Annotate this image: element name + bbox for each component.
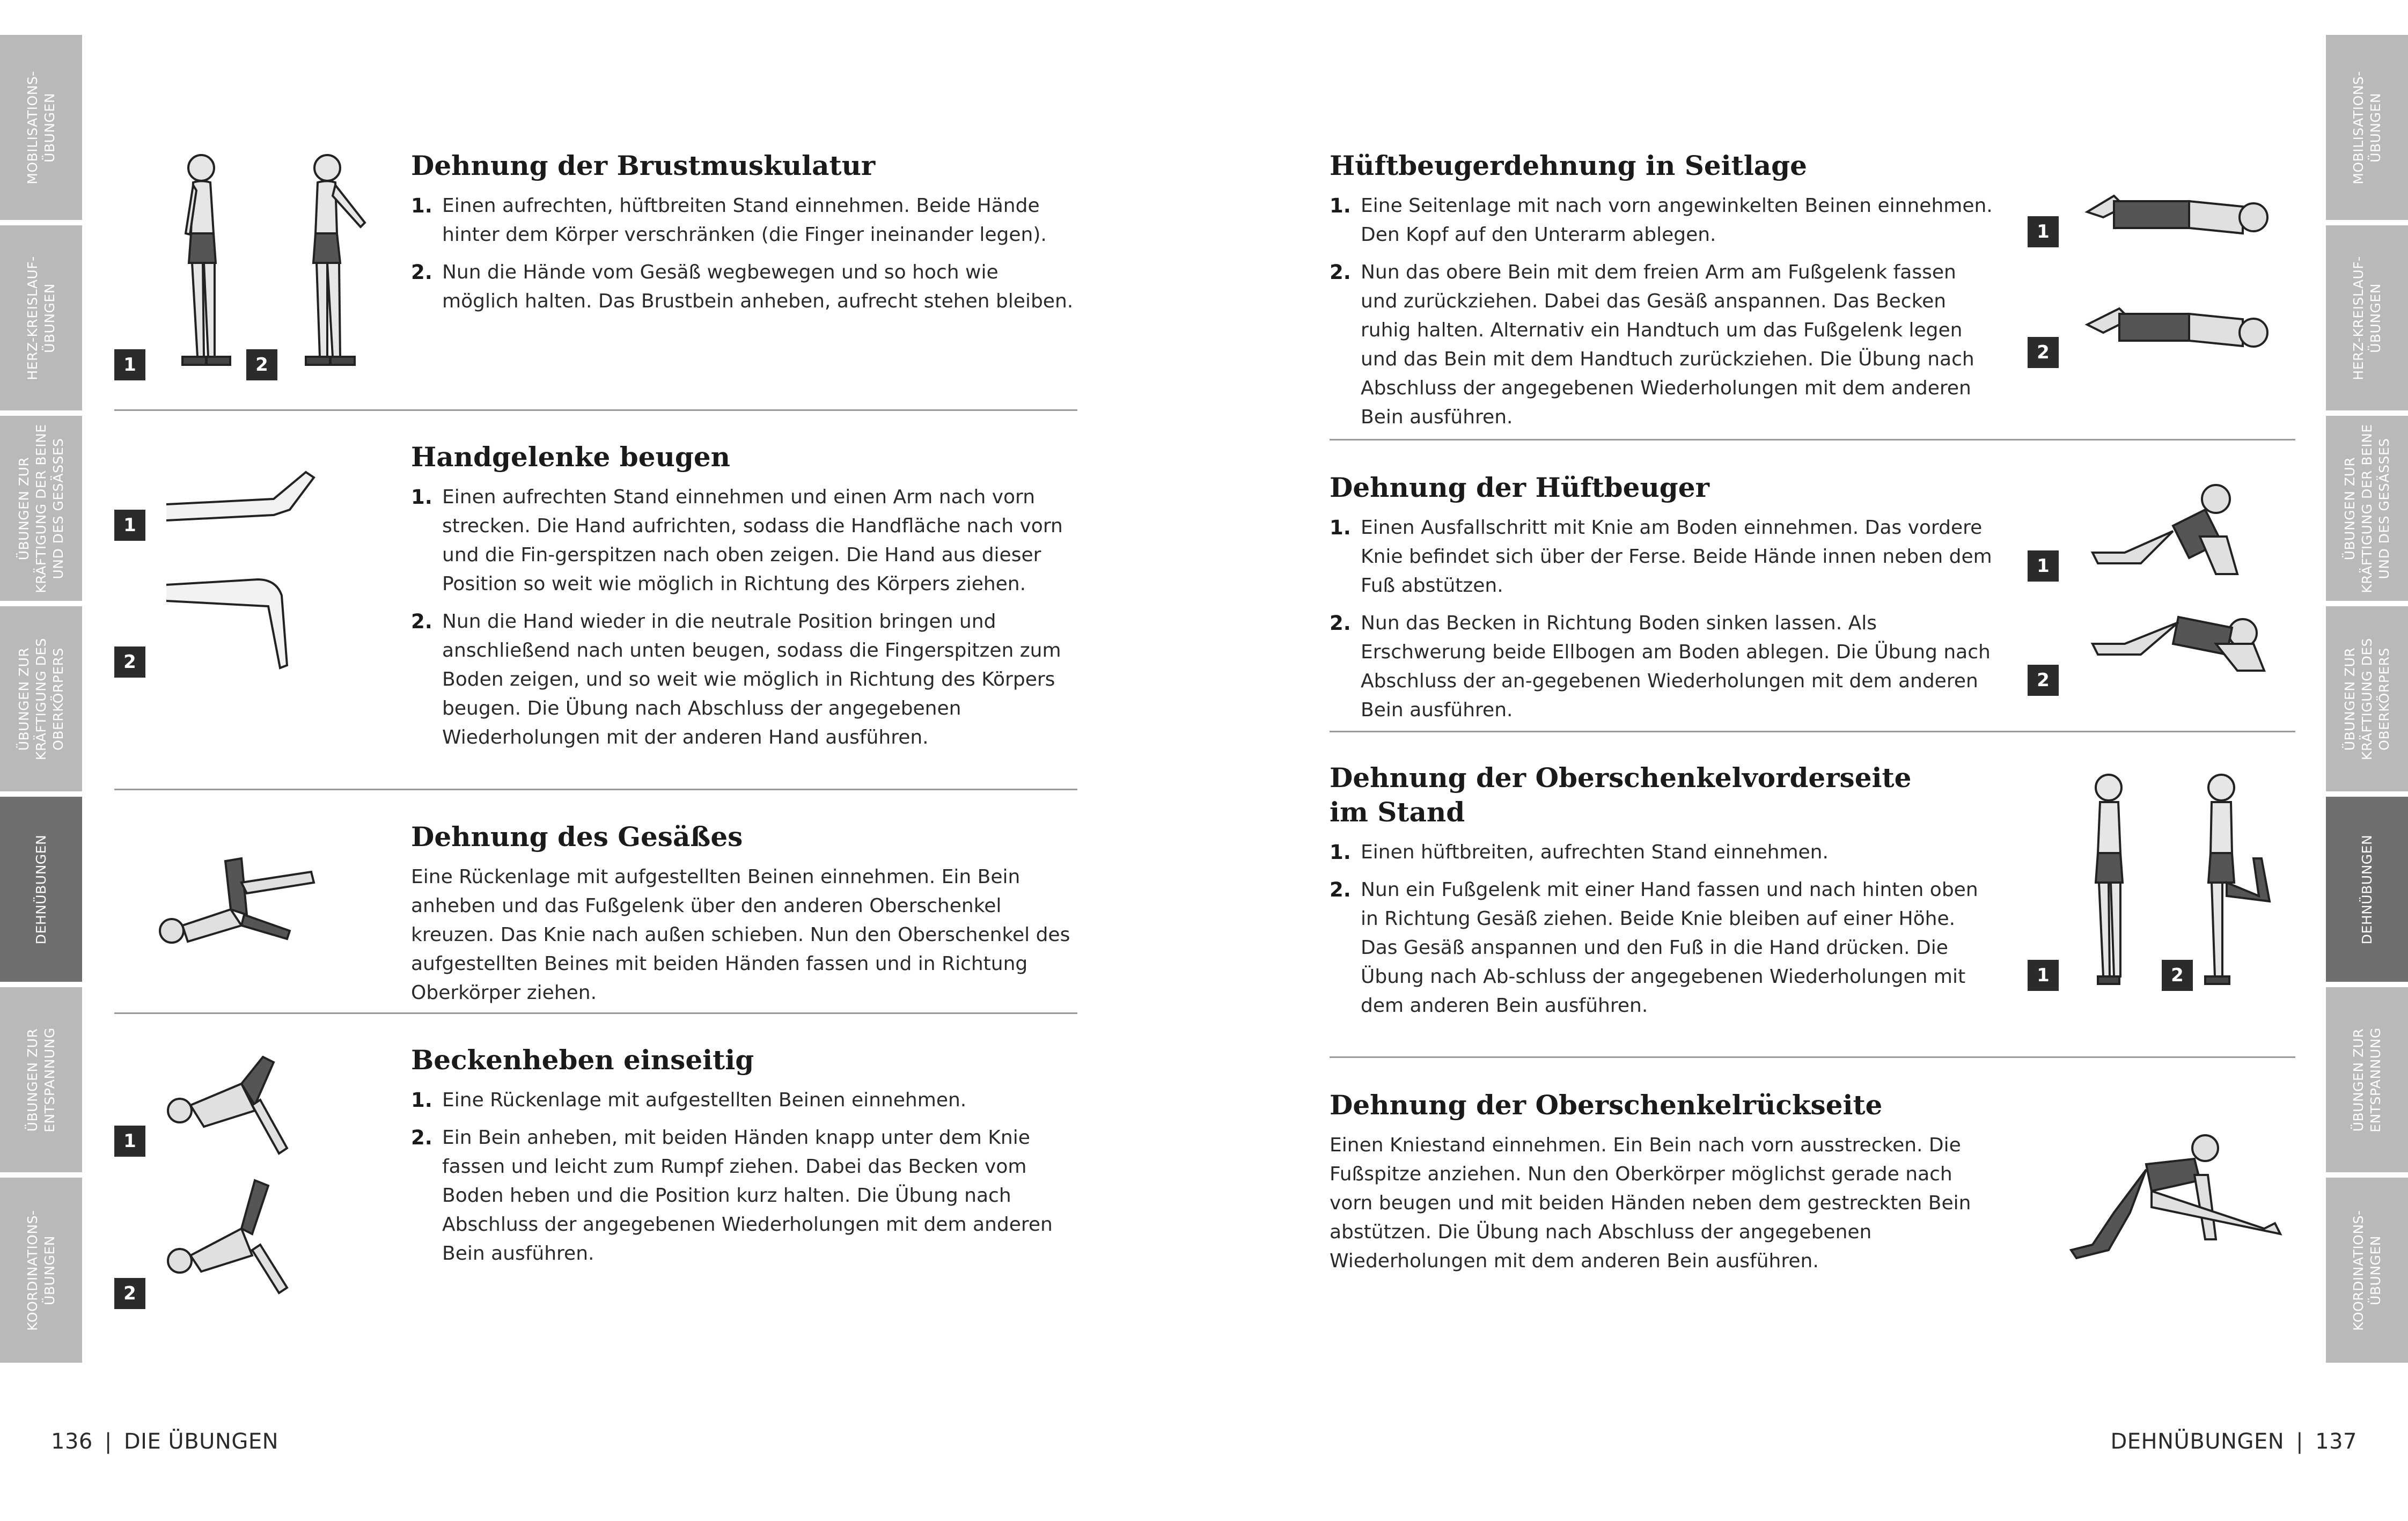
exercise-brustmuskulatur bbox=[411, 149, 1076, 325]
exercise-gesaess bbox=[411, 820, 1076, 1008]
tab-label: DEHNÜBUNGEN bbox=[2359, 834, 2375, 944]
tab-herz-kreislauf[interactable] bbox=[0, 225, 82, 410]
section-divider bbox=[114, 409, 1077, 411]
step-number: 1. bbox=[411, 194, 432, 217]
tab-label: ÜBUNGEN ZUR KRÄFTIGUNG DES OBERKÖRPERS bbox=[16, 637, 66, 760]
tab-label: ÜBUNGEN ZUR KRÄFTIGUNG DER BEINE UND DES GESÄSSES bbox=[16, 423, 66, 593]
step-item bbox=[411, 258, 1076, 316]
exercise-hueftbeuger-seitlage bbox=[1330, 149, 1995, 440]
step-badge: 2 bbox=[114, 646, 145, 678]
section-divider bbox=[1330, 439, 2295, 440]
exercise-title: Hüftbeugerdehnung in Seitlage bbox=[1330, 150, 1807, 181]
step-badge: 2 bbox=[2028, 665, 2059, 696]
step-number: 2. bbox=[411, 610, 432, 633]
hamstring-stretch-illustration bbox=[2060, 1132, 2286, 1261]
tab-koordination[interactable] bbox=[0, 1178, 82, 1363]
tab-dehnuebungen[interactable] bbox=[2326, 797, 2408, 982]
step-text: Einen Ausfallschritt mit Knie am Boden einnehmen. Das vordere Knie befindet sich über der Ferse. Beide Hände innen neben dem Fuß abstützen. bbox=[1361, 517, 1992, 597]
exercise-title: Beckenheben einseitig bbox=[411, 1044, 754, 1076]
step-badge: 1 bbox=[114, 1126, 145, 1157]
step-item bbox=[1330, 192, 1995, 249]
step-text: Nun die Hände vom Gesäß wegbewegen und so hoch wie möglich halten. Das Brustbein anheben, aufrecht stehen bleiben. bbox=[442, 261, 1074, 312]
tab-kraeftigung-beine[interactable] bbox=[2326, 416, 2408, 601]
section-divider bbox=[114, 1012, 1077, 1014]
tab-label: ÜBUNGEN ZUR KRÄFTIGUNG DER BEINE UND DES GESÄSSES bbox=[2341, 423, 2392, 593]
step-list bbox=[411, 1086, 1076, 1268]
step-number: 2. bbox=[1330, 878, 1351, 901]
tab-entspannung[interactable] bbox=[2326, 987, 2408, 1172]
footer-separator: | bbox=[104, 1429, 112, 1454]
step-item bbox=[411, 1123, 1076, 1268]
step-number: 2. bbox=[411, 1126, 432, 1149]
step-badge: 2 bbox=[2162, 960, 2193, 991]
tab-herz-kreislauf[interactable] bbox=[2326, 225, 2408, 410]
tab-entspannung[interactable] bbox=[0, 987, 82, 1172]
tab-mobilisation[interactable] bbox=[2326, 35, 2408, 220]
step-number: 2. bbox=[1330, 612, 1351, 635]
step-number: 1. bbox=[1330, 841, 1351, 864]
step-item bbox=[1330, 258, 1995, 432]
exercise-description: Einen Kniestand einnehmen. Ein Bein nach vorn ausstrecken. Die Fußspitze anziehen. Nun den Oberkörper möglichst gerade nach vorn beugen und mit beiden Händen neben dem gestreckten Bein abstützen. Die Übung nach Abschluss der angegebenen Wiederholungen mit dem anderen Bein ausführen. bbox=[1330, 1134, 1971, 1272]
step-number: 1. bbox=[411, 1089, 432, 1112]
tab-label: DEHNÜBUNGEN bbox=[33, 834, 49, 944]
section-divider bbox=[1330, 731, 2295, 732]
running-title: DIE ÜBUNGEN bbox=[123, 1429, 279, 1454]
exercise-handgelenke bbox=[411, 440, 1076, 761]
footer-left bbox=[51, 1429, 278, 1454]
exercise-title: Dehnung der Brustmuskulatur bbox=[411, 150, 876, 181]
tab-kraeftigung-oberkoerper[interactable] bbox=[0, 606, 82, 791]
tab-label: MOBILISATIONS- ÜBUNGEN bbox=[2350, 70, 2383, 185]
step-badge: 1 bbox=[2028, 216, 2059, 247]
lunge-stretch-illustration bbox=[2082, 483, 2275, 697]
step-badge: 2 bbox=[2028, 337, 2059, 368]
exercise-hueftbeuger bbox=[1330, 471, 1995, 733]
step-text: Eine Seitenlage mit nach vorn angewinkelten Beinen einnehmen. Den Kopf auf den Unterarm ablegen. bbox=[1361, 195, 1993, 246]
exercise-oberschenkelvorderseite bbox=[1330, 761, 1995, 1029]
tab-label: KOORDINATIONS- ÜBUNGEN bbox=[2350, 1209, 2383, 1331]
section-divider bbox=[1330, 1056, 2295, 1058]
step-item bbox=[1330, 838, 1995, 867]
running-title: DEHNÜBUNGEN bbox=[2110, 1429, 2285, 1454]
footer-separator: | bbox=[2296, 1429, 2304, 1454]
step-text: Nun die Hand wieder in die neutrale Position bringen und anschließend nach unten beugen, sodass die Fingerspitzen zum Boden zeigen, und so weit wie möglich in Richtung des Körpers beugen. Die Übung nach Abschluss der angegebenen Wiederholungen mit der anderen Hand ausführen. bbox=[442, 611, 1061, 748]
step-number: 1. bbox=[1330, 194, 1351, 217]
pelvic-lift-illustration bbox=[161, 1046, 343, 1304]
step-text: Nun das Becken in Richtung Boden sinken lassen. Als Erschwerung beide Ellbogen am Boden ablegen. Die Übung nach Abschluss der an-gegebenen Wiederholungen mit dem anderen Bein ausführen. bbox=[1361, 612, 1991, 721]
step-text: Einen hüftbreiten, aufrechten Stand einnehmen. bbox=[1361, 841, 1829, 863]
step-text: Einen aufrechten, hüftbreiten Stand einnehmen. Beide Hände hinter dem Körper verschränken (die Finger ineinander legen). bbox=[442, 195, 1047, 246]
step-number: 1. bbox=[1330, 516, 1351, 539]
tab-kraeftigung-beine[interactable] bbox=[0, 416, 82, 601]
tab-label: ÜBUNGEN ZUR KRÄFTIGUNG DES OBERKÖRPERS bbox=[2341, 637, 2392, 760]
tab-kraeftigung-oberkoerper[interactable] bbox=[2326, 606, 2408, 791]
step-list bbox=[1330, 192, 1995, 432]
step-item bbox=[411, 1086, 1076, 1115]
step-badge: 1 bbox=[2028, 960, 2059, 991]
footer-right bbox=[2110, 1429, 2357, 1454]
step-item bbox=[1330, 876, 1995, 1020]
step-list bbox=[1330, 513, 1995, 725]
exercise-title: Dehnung des Gesäßes bbox=[411, 821, 743, 853]
exercise-title: Dehnung der Hüftbeuger bbox=[1330, 472, 1709, 503]
step-list bbox=[411, 192, 1076, 316]
tab-dehnuebungen[interactable] bbox=[0, 797, 82, 982]
step-list bbox=[1330, 838, 1995, 1020]
step-badge: 1 bbox=[114, 349, 145, 380]
step-text: Ein Bein anheben, mit beiden Händen knapp unter dem Knie fassen und leicht zum Rumpf ziehen. Dabei das Becken vom Boden heben und die Position kurz halten. Die Übung nach Abschluss der angegebenen Wiederholungen mit dem anderen Bein ausführen. bbox=[442, 1127, 1053, 1265]
side-lying-illustration bbox=[2082, 185, 2275, 368]
page-number: 136 bbox=[51, 1429, 93, 1454]
wrist-stretch-illustration bbox=[161, 467, 322, 692]
step-number: 2. bbox=[411, 261, 432, 284]
step-badge: 2 bbox=[114, 1278, 145, 1309]
exercise-title: Handgelenke beugen bbox=[411, 441, 730, 473]
step-item bbox=[1330, 609, 1995, 725]
step-item bbox=[411, 607, 1076, 752]
tab-koordination[interactable] bbox=[2326, 1178, 2408, 1363]
page-number: 137 bbox=[2315, 1429, 2357, 1454]
step-item bbox=[411, 483, 1076, 599]
tab-label: KOORDINATIONS- ÜBUNGEN bbox=[24, 1209, 57, 1331]
step-badge: 1 bbox=[114, 510, 145, 541]
tab-mobilisation[interactable] bbox=[0, 35, 82, 220]
tab-label: ÜBUNGEN ZUR ENTSPANNUNG bbox=[24, 1027, 57, 1133]
step-item bbox=[411, 192, 1076, 249]
exercise-oberschenkelrueckseite bbox=[1330, 1088, 1995, 1276]
step-item bbox=[1330, 513, 1995, 600]
step-list bbox=[411, 483, 1076, 752]
tab-label: ÜBUNGEN ZUR ENTSPANNUNG bbox=[2350, 1027, 2383, 1133]
glute-stretch-illustration bbox=[150, 850, 333, 958]
step-text: Nun das obere Bein mit dem freien Arm am Fußgelenk fassen und zurückziehen. Dabei das Gesäß anspannen. Das Becken ruhig halten. Alternativ ein Handtuch um das Fußgelenk legen und das Bein mit dem Handtuch zurückziehen. Die Übung nach Abschluss der angegebenen Wiederholungen mit dem anderen Bein ausführen. bbox=[1361, 261, 1974, 428]
step-badge: 2 bbox=[246, 349, 277, 380]
step-number: 2. bbox=[1330, 261, 1351, 284]
section-divider bbox=[114, 789, 1077, 790]
tab-label: HERZ-KREISLAUF- ÜBUNGEN bbox=[2350, 255, 2383, 380]
exercise-title: Dehnung der Oberschenkelrückseite bbox=[1330, 1089, 1883, 1121]
step-text: Nun ein Fußgelenk mit einer Hand fassen und nach hinten oben in Richtung Gesäß ziehen. Beide Knie bleiben auf einer Höhe. Das Gesäß anspannen und den Fuß in die Hand drücken. Die Übung nach Ab-schluss der angegebenen Wiederholungen mit dem anderen Bein ausführen. bbox=[1361, 879, 1978, 1017]
tab-label: MOBILISATIONS- ÜBUNGEN bbox=[24, 70, 57, 185]
exercise-description: Eine Rückenlage mit aufgestellten Beinen einnehmen. Ein Bein anheben und das Fußgelenk über den anderen Oberschenkel kreuzen. Das Knie nach außen schieben. Nun den Oberschenkel des aufgestellten Beines mit beiden Händen fassen und in Richtung Oberkörper ziehen. bbox=[411, 866, 1070, 1004]
exercise-beckenheben bbox=[411, 1043, 1076, 1277]
step-text: Eine Rückenlage mit aufgestellten Beinen einnehmen. bbox=[442, 1089, 967, 1111]
exercise-title: Dehnung der Oberschenkelvorderseite im Stand bbox=[1330, 762, 1912, 828]
tab-label: HERZ-KREISLAUF- ÜBUNGEN bbox=[24, 255, 57, 380]
step-badge: 1 bbox=[2028, 550, 2059, 582]
step-number: 1. bbox=[411, 486, 432, 509]
step-text: Einen aufrechten Stand einnehmen und einen Arm nach vorn strecken. Die Hand aufrichten, sodass die Handfläche nach vorn und die Fin-gerspitzen nach oben zeigen. Die Hand aus dieser Position so weit wie möglich in Richtung des Körpers ziehen. bbox=[442, 486, 1063, 595]
